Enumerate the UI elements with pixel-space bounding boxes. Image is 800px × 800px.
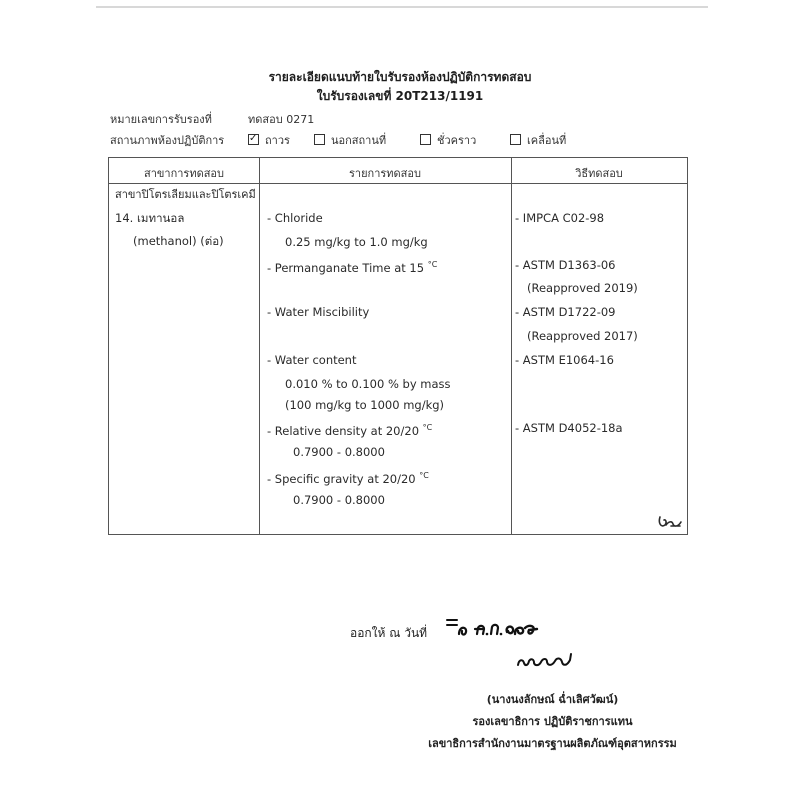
handwritten-date [445, 614, 541, 640]
column-divider [259, 158, 260, 534]
test-name-water-content: - Water content [267, 353, 357, 367]
test-branch: สาขาปิโตรเลียมและปิโตรเคมี [115, 188, 256, 201]
test-range: 0.7900 - 0.8000 [293, 493, 385, 507]
status-option-label: ถาวร [265, 134, 290, 147]
status-option-label: เคลื่อนที่ [527, 134, 567, 147]
product-name-thai: เมทานอล [137, 211, 185, 225]
status-option-temporary [420, 131, 476, 149]
initials-mark [657, 513, 683, 531]
scope-table [108, 157, 688, 535]
test-range: 0.010 % to 0.100 % by mass [285, 377, 451, 391]
certificate-number-title: ใบรับรองเลขที่ 20T213/1191 [316, 89, 484, 103]
document-title: รายละเอียดแนบท้ายใบรับรองห้องปฏิบัติการทดสอบ [268, 70, 532, 84]
product-name-english: (methanol) (ต่อ) [133, 234, 224, 248]
column-divider [511, 158, 512, 534]
test-method-reapproval: (Reapproved 2019) [527, 281, 638, 295]
status-option-offsite [314, 131, 386, 149]
degree-celsius-unit: °C [427, 260, 438, 269]
test-name-water-miscibility: - Water Miscibility [267, 305, 370, 319]
status-option-label: นอกสถานที่ [331, 134, 387, 147]
header-test-item: รายการทดสอบ [349, 167, 421, 180]
signature [515, 650, 575, 670]
test-range: 0.25 mg/kg to 1.0 mg/kg [285, 235, 428, 249]
checkbox-icon [314, 134, 325, 145]
checkbox-icon [248, 134, 259, 145]
test-range-secondary: (100 mg/kg to 1000 mg/kg) [285, 398, 445, 412]
test-name-chloride: - Chloride [267, 211, 323, 225]
accreditation-number-label: หมายเลขการรับรองที่ [110, 113, 212, 126]
test-name-text: - Permanganate Time at 15 [267, 260, 425, 275]
lab-status-label: สถานภาพห้องปฏิบัติการ [110, 134, 225, 147]
signer-position: รองเลขาธิการ ปฏิบัติราชการแทน [472, 715, 633, 728]
scan-edge [96, 6, 708, 8]
entry-number: 14. [115, 211, 134, 225]
test-method: - ASTM D1363-06 [515, 258, 616, 272]
signer-name: (นางนงลักษณ์ ฉ่ำเลิศวัฒน์) [486, 693, 619, 706]
header-test-method: วิธีทดสอบ [575, 167, 623, 180]
degree-celsius-unit: °C [419, 471, 429, 480]
header-divider [109, 183, 687, 184]
test-method-reapproval: (Reapproved 2017) [527, 329, 638, 343]
test-name-relative-density [267, 421, 432, 438]
header-test-field: สาขาการทดสอบ [143, 167, 225, 180]
checkbox-icon [420, 134, 431, 145]
test-range: 0.7900 - 0.8000 [293, 445, 385, 459]
test-name-specific-gravity [267, 469, 429, 486]
degree-celsius-unit: °C [422, 423, 433, 432]
test-method: - IMPCA C02-98 [515, 211, 605, 225]
test-name-text: - Relative density at 20/20 [267, 423, 420, 438]
status-option-permanent [248, 131, 290, 149]
status-option-label: ชั่วคราว [437, 134, 477, 147]
checkbox-icon [510, 134, 521, 145]
signer-organization: เลขาธิการสำนักงานมาตรฐานผลิตภัณฑ์อุตสาหกรรม [428, 737, 677, 750]
status-option-mobile [510, 131, 566, 149]
test-method: - ASTM D4052-18a [515, 421, 623, 435]
accreditation-number-value: ทดสอบ 0271 [248, 113, 315, 126]
issue-date-label: ออกให้ ณ วันที่ [350, 626, 428, 640]
test-name-text: - Specific gravity at 20/20 [267, 471, 416, 486]
test-method: - ASTM E1064-16 [515, 353, 614, 367]
test-name-permanganate-time [267, 258, 437, 275]
test-method: - ASTM D1722-09 [515, 305, 616, 319]
